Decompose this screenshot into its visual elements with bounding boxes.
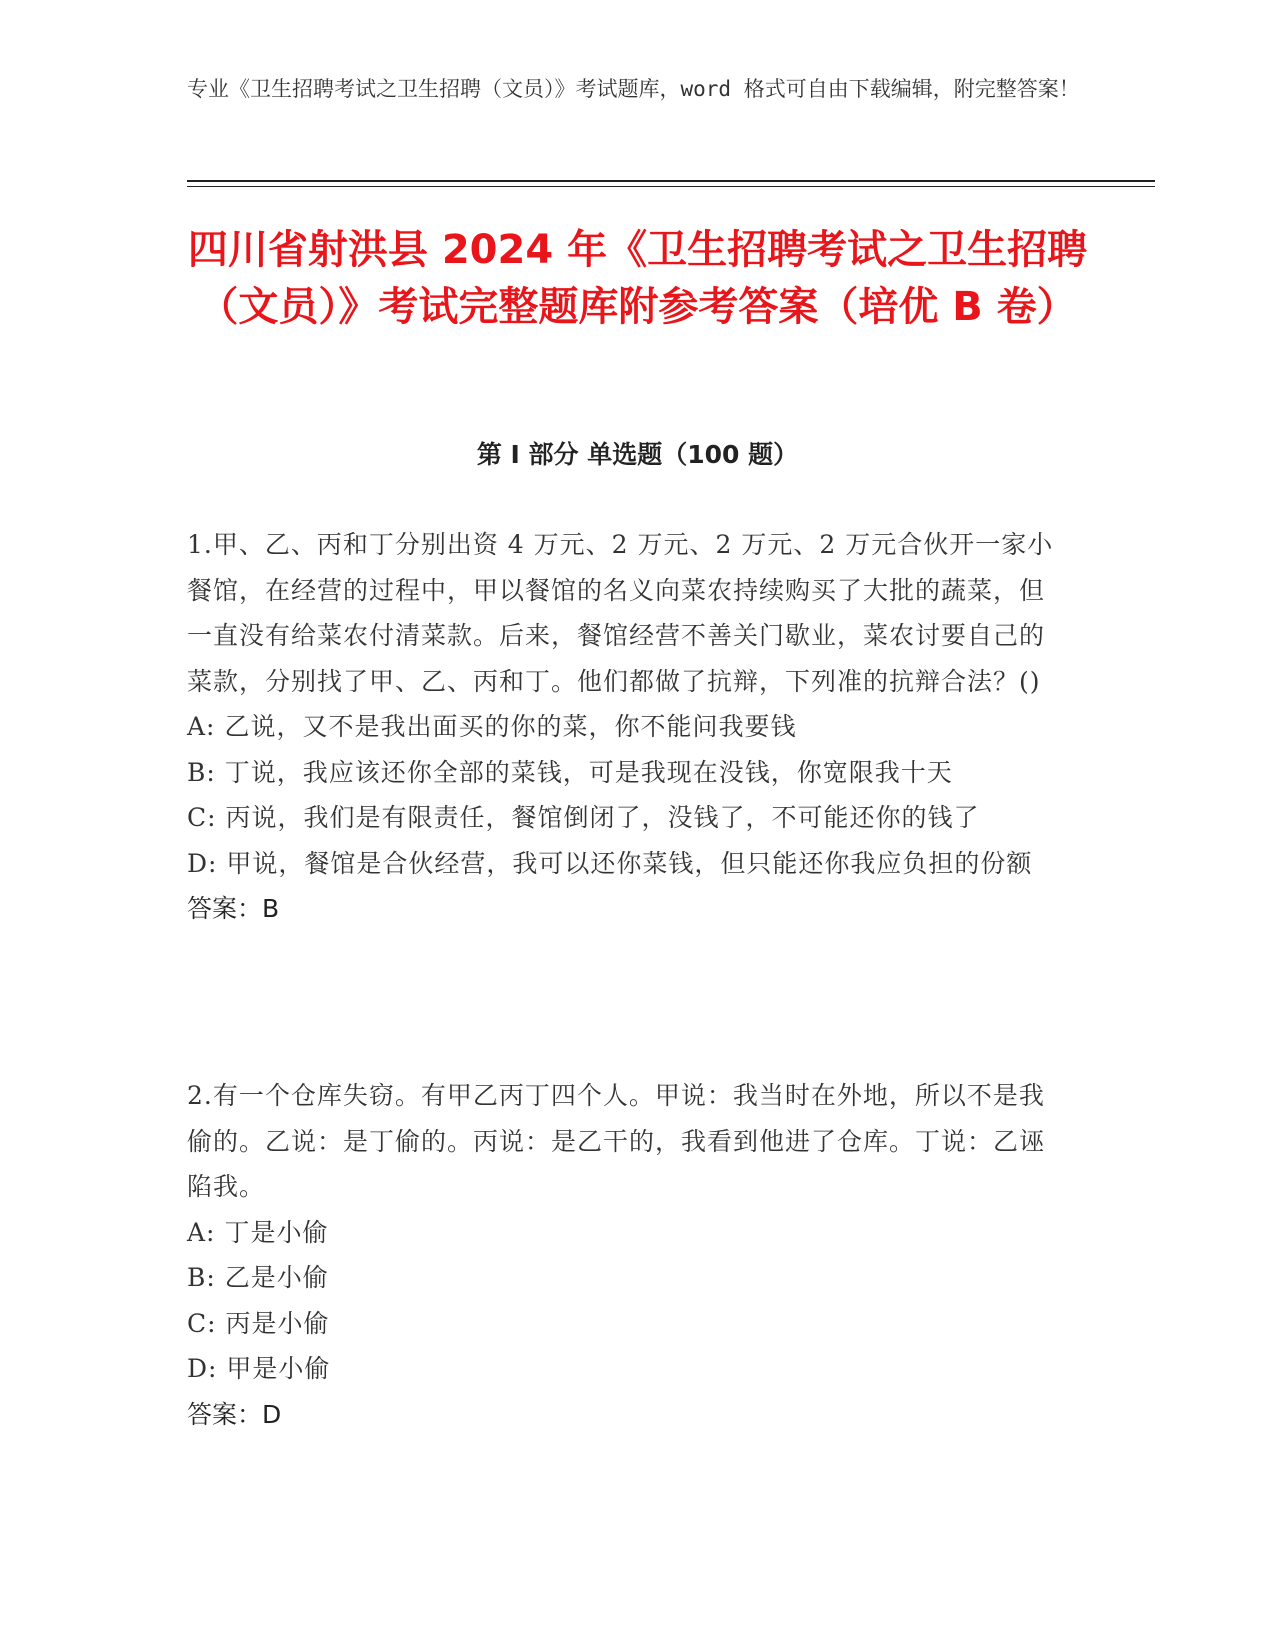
option-key: C: [187, 1308, 217, 1338]
question-stem: 2.有一个仓库失窃。有甲乙丙丁四个人。甲说：我当时在外地，所以不是我偷的。乙说：是丁偷的。丙说：是乙干的，我看到他进了仓库。丁说：乙诬陷我。 [187, 1081, 1046, 1201]
question-stem: 1.甲、乙、丙和丁分别出资 4 万元、2 万元、2 万元、2 万元合伙开一家小餐馆，在经营的过程中，甲以餐馆的名义向菜农持续购买了大批的蔬菜，但一直没有给菜农付清菜款。后来，餐馆经营不善关门歇业，菜农讨要自己的菜款，分别找了甲、乙、丙和丁。他们都做了抗辩，下列准的抗辩合法？() [187, 530, 1054, 696]
header-divider-thin [187, 186, 1155, 187]
option-text: 乙是小偷 [224, 1263, 329, 1292]
option-key: D: [187, 848, 218, 878]
option-a [187, 1210, 1067, 1256]
option-text: 丙说，我们是有限责任，餐馆倒闭了，没钱了，不可能还你的钱了 [225, 803, 980, 832]
option-key: A: [187, 712, 216, 741]
option-key: B: [187, 757, 216, 787]
answer: 答案：D [187, 1399, 282, 1429]
option-key: B: [187, 1263, 216, 1292]
option-key: C: [187, 803, 217, 832]
option-d [187, 1346, 1067, 1392]
header-divider-thick [187, 180, 1155, 182]
option-text: 甲说，餐馆是合伙经营，我可以还你菜钱，但只能还你我应负担的份额 [226, 848, 1033, 878]
option-b [187, 1255, 1067, 1301]
answer: 答案：B [187, 894, 280, 923]
header-note: 专业《卫生招聘考试之卫生招聘（文员）》考试题库，word 格式可自由下载编辑，附完整答案！ [187, 77, 1080, 101]
question-1 [187, 522, 1067, 932]
option-b [187, 750, 1067, 796]
option-text: 丁说，我应该还你全部的菜钱，可是我现在没钱，你宽限我十天 [224, 757, 953, 787]
option-key: D: [187, 1354, 218, 1383]
option-text: 丁是小偷 [224, 1217, 329, 1247]
option-text: 丙是小偷 [225, 1308, 330, 1338]
document-title: 四川省射洪县 2024 年《卫生招聘考试之卫生招聘（文员）》考试完整题库附参考答案（培优 B 卷） [187, 227, 1088, 330]
section-heading: 第 I 部分 单选题（100 题） [476, 440, 799, 469]
question-2 [187, 1073, 1067, 1437]
option-c [187, 795, 1067, 841]
option-text: 甲是小偷 [226, 1354, 331, 1383]
option-a [187, 704, 1067, 750]
option-c [187, 1301, 1067, 1347]
option-key: A: [187, 1217, 216, 1247]
option-d [187, 841, 1067, 887]
option-text: 乙说，又不是我出面买的你的菜，你不能问我要钱 [224, 712, 797, 741]
